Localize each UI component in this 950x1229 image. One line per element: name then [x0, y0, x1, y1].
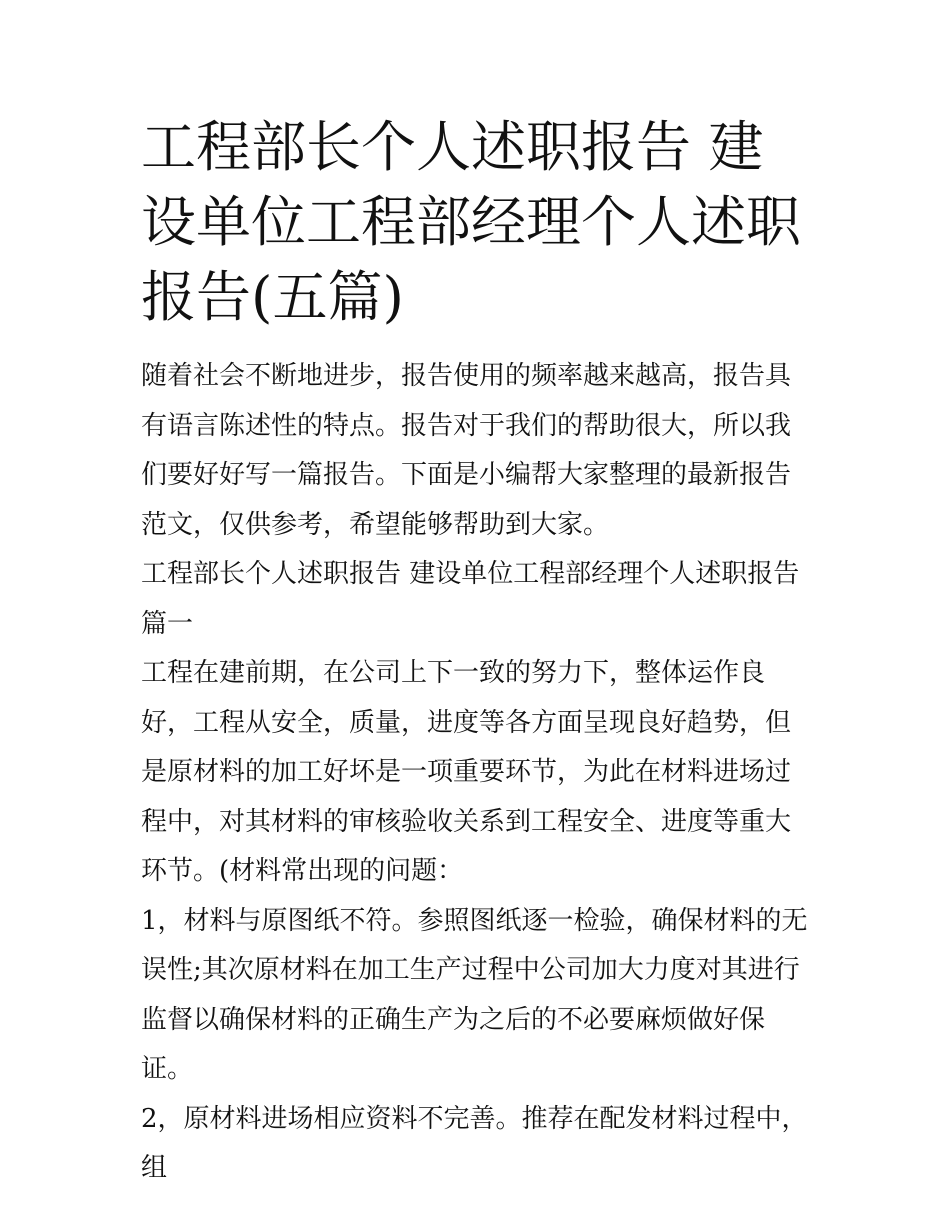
- intro-paragraph: 随着社会不断地进步，报告使用的频率越来越高，报告具有语言陈述性的特点。报告对于我们的帮助很大，所以我们要好好写一篇报告。下面是小编帮大家整理的最新报告范文，仅供参考，希望能够帮助到大家。: [141, 361, 792, 540]
- list-item: 1，材料与原图纸不符。参照图纸逐一检验，确保材料的无误性;其次原材料在加工生产过程中公司加大力度对其进行监督以确保材料的正确生产为之后的不必要麻烦做好保证。: [141, 905, 808, 1084]
- document-content: [141, 110, 813, 1194]
- body-paragraph: 工程在建前期，在公司上下一致的努力下，整体运作良好，工程从安全，质量，进度等各方面呈现良好趋势，但是原材料的加工好坏是一项重要环节，为此在材料进场过程中，对其材料的审核验收关系到工程安全、进度等重大环节。(材料常出现的问题：: [141, 658, 792, 886]
- document-title: 工程部长个人述职报告 建设单位工程部经理个人述职报告(五篇): [141, 115, 802, 329]
- section-heading: 工程部长个人述职报告 建设单位工程部经理个人述职报告篇一: [141, 559, 800, 639]
- title-block: [141, 110, 813, 335]
- list-item: 2，原材料进场相应资料不完善。推荐在配发材料过程中，组: [141, 1103, 808, 1183]
